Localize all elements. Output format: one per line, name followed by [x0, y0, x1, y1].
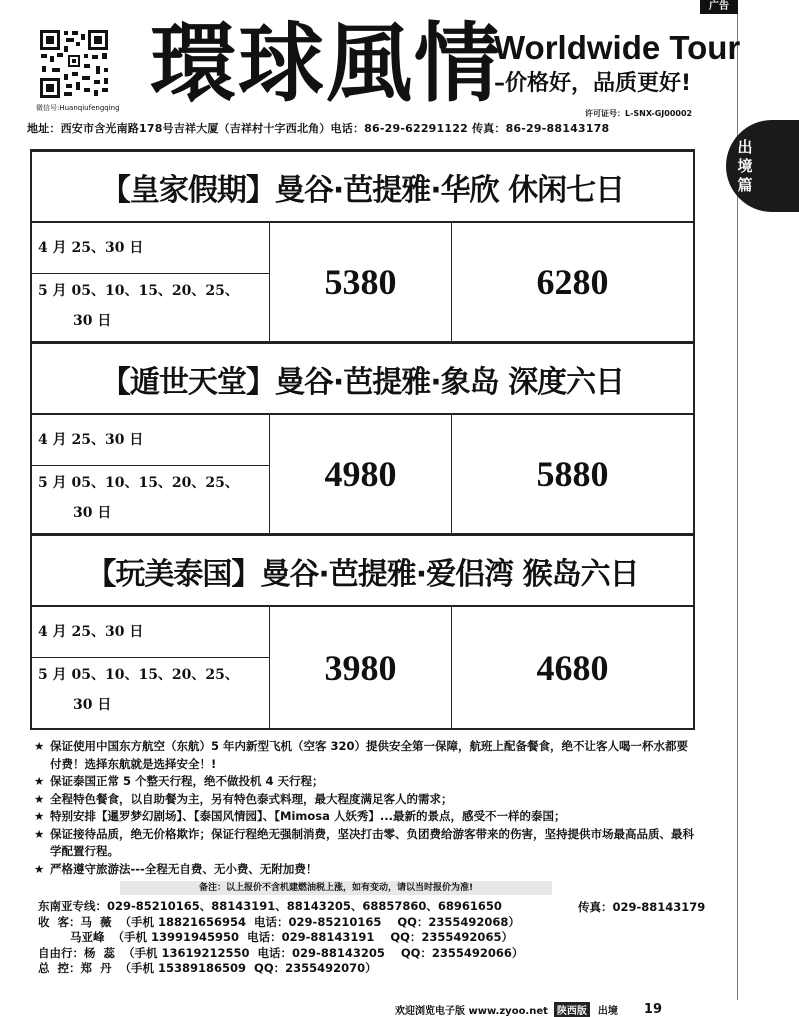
date-may-line2: 30 日 — [73, 505, 112, 521]
page-footer — [395, 1002, 662, 1017]
note-text: 保证接待品质，绝无价格欺诈；保证行程绝无强制消费，坚决打击零、负团费给游客带来的伤害，坚持提供市场最高品质、最科学配置行程。 — [50, 826, 694, 858]
license-number: 许可证号：L-SNX-GJ00002 — [585, 109, 693, 118]
price-2: 6280 — [536, 262, 609, 302]
price-2: 4680 — [536, 647, 609, 688]
date-may-line1: 5 月 05、10、15、20、25、 — [38, 283, 239, 299]
tour-price-table — [30, 149, 695, 730]
footer-section: 出境 — [597, 1006, 618, 1017]
date-april: 4 月 25、30 日 — [32, 607, 269, 658]
departure-dates — [32, 607, 270, 728]
note-item — [34, 773, 698, 791]
tour-title: 【遁世天堂】曼谷·芭提雅·象岛 深度六日 — [32, 344, 693, 415]
date-may — [32, 658, 269, 728]
qr-code-icon[interactable] — [38, 28, 110, 100]
brand-name-cn: 環球風情 — [150, 13, 502, 114]
date-may-line2: 30 日 — [73, 697, 112, 713]
address-line: 地址：西安市含光南路178号吉祥大厦（吉祥村十字西北角）电话：86-29-62291122 传真：86-29-88143178 — [27, 122, 610, 135]
contact-hotline: 东南亚专线：029-85210165、88143191、88143205、68857860、68961650 — [38, 899, 502, 913]
tour-title: 【玩美泰国】曼谷·芭提雅·爱侣湾 猴岛六日 — [32, 536, 693, 607]
price-2: 5880 — [536, 454, 609, 494]
page-number: 19 — [643, 1002, 663, 1017]
slogan: –价格好，品质更好! — [494, 71, 692, 96]
date-may-line2: 30 日 — [73, 313, 112, 329]
wechat-id: 微信号:Huanqiufengqing — [36, 104, 120, 112]
section-tab-char: 出 — [737, 138, 753, 156]
price-1: 5380 — [270, 223, 452, 341]
star-icon: ★ — [34, 809, 45, 823]
ad-label: 广告 — [700, 0, 738, 14]
tour-block — [32, 536, 693, 728]
contact-row: 总 控：郑 丹 （手机 15389186509 QQ：2355492070） — [38, 961, 377, 975]
contact-row: 马亚峰 （手机 13991945950 电话：029-88143191 QQ：2355492065） — [38, 930, 513, 944]
contact-list — [38, 899, 523, 977]
price-1: 4980 — [270, 415, 452, 533]
star-icon: ★ — [34, 774, 45, 788]
note-item — [34, 791, 698, 809]
brand-name-en: Worldwide Tour — [494, 29, 741, 66]
section-tab-char: 境 — [737, 157, 753, 175]
note-item — [34, 826, 698, 861]
price-remark: 备注：以上报价不含机建燃油税上涨，如有变动，请以当时报价为准! — [120, 881, 552, 895]
contact-row: 收 客：马 薇 （手机 18821656954 电话：029-85210165 QQ：2355492068） — [38, 914, 520, 929]
section-tab-char: 篇 — [737, 176, 753, 194]
note-item — [34, 808, 698, 826]
tour-notes — [34, 738, 698, 878]
star-icon: ★ — [34, 826, 45, 841]
tour-block — [32, 152, 693, 344]
tour-row — [32, 607, 693, 728]
note-text: 全程特色餐食，以自助餐为主，另有特色泰式料理，最大程度满足客人的需求； — [50, 791, 453, 806]
note-text: 严格遵守旅游法---全程无自费、无小费、无附加费！ — [50, 861, 318, 876]
tour-row — [32, 223, 693, 344]
footer-site[interactable]: 欢迎浏览电子版 www.zyoo.net — [395, 1006, 548, 1017]
date-april: 4 月 25、30 日 — [32, 223, 269, 274]
departure-dates — [32, 415, 270, 533]
note-item — [34, 738, 698, 773]
tour-block — [32, 344, 693, 536]
star-icon: ★ — [34, 739, 45, 753]
contact-row: 自由行：杨 蕊 （手机 13619212550 电话：029-88143205 QQ：2355492066） — [38, 945, 524, 960]
date-may — [32, 274, 269, 341]
date-may-line1: 5 月 05、10、15、20、25、 — [38, 667, 239, 683]
date-april: 4 月 25、30 日 — [32, 415, 269, 466]
note-text: 保证泰国正常 5 个整天行程，绝不做投机 4 天行程； — [50, 774, 324, 788]
note-item — [34, 861, 698, 879]
fax-number: 传真：029-88143179 — [578, 900, 706, 914]
price-1: 3980 — [270, 607, 452, 728]
note-text: 特别安排【暹罗梦幻剧场】、【泰国风情园】、【Mimosa 人妖秀】...最新的景点，感受不一样的泰国； — [50, 809, 566, 823]
tour-title: 【皇家假期】曼谷·芭提雅·华欣 休闲七日 — [32, 152, 693, 223]
star-icon: ★ — [34, 861, 45, 876]
departure-dates — [32, 223, 270, 341]
date-may-line1: 5 月 05、10、15、20、25、 — [38, 475, 239, 491]
tour-row — [32, 415, 693, 536]
date-may — [32, 466, 269, 533]
footer-region: 陕西版 — [554, 1002, 590, 1017]
note-text: 保证使用中国东方航空（东航）5 年内新型飞机（空客 320）提供安全第一保障，航班上配备餐食，绝不让客人喝一杯水都要付费！选择东航就是选择安全！! — [50, 739, 689, 771]
star-icon: ★ — [34, 791, 45, 806]
